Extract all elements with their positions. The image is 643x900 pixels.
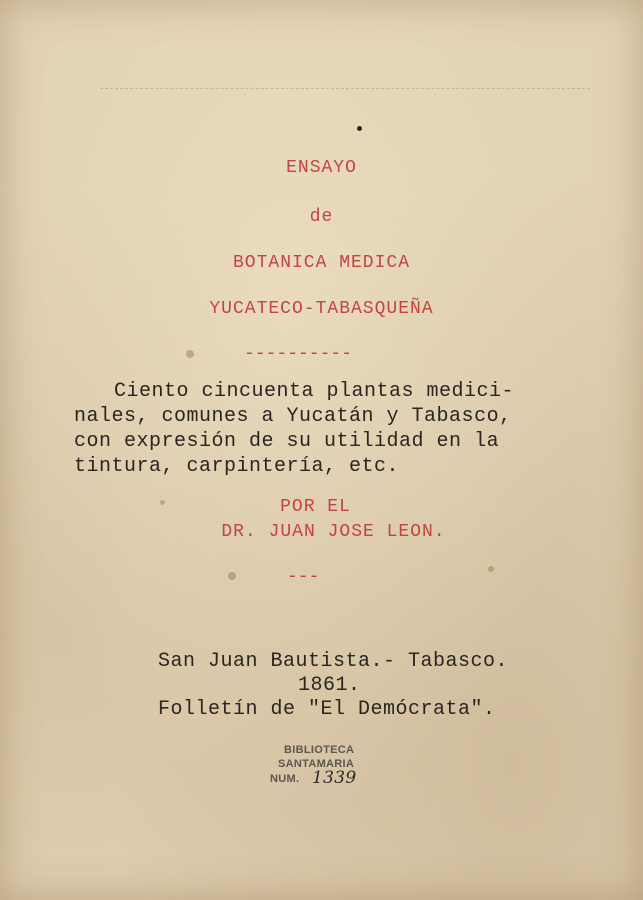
stamp-line-santamaria: SANTAMARIA (278, 758, 355, 770)
description-line-1: Ciento cincuenta plantas medici- (114, 380, 515, 403)
stain-spot (186, 350, 194, 358)
library-stamp (268, 742, 378, 790)
title-de: de (309, 207, 334, 227)
separator-long: ---------- (244, 344, 353, 364)
imprint-publication: Folletín de "El Demócrata". (158, 698, 496, 721)
stamp-num-label: NUM. (270, 773, 300, 785)
stamp-line-biblioteca: BIBLIOTECA (284, 744, 355, 756)
author-name: DR. JUAN JOSE LEON. (221, 522, 446, 542)
faint-top-rule (100, 88, 590, 89)
description-line-2: nales, comunes a Yucatán y Tabasco, (74, 405, 512, 428)
title-ensayo: ENSAYO (286, 158, 357, 178)
description-line-3: con expresión de su utilidad en la (74, 430, 500, 453)
title-botanica-medica: BOTANICA MEDICA (232, 253, 411, 273)
title-yucateco-tabasquena: YUCATECO-TABASQUEÑA (209, 299, 434, 319)
imprint-year: 1861. (298, 674, 361, 697)
ink-spot (357, 126, 362, 131)
stain-spot (228, 572, 236, 580)
imprint-place: San Juan Bautista.- Tabasco. (158, 650, 509, 673)
stamp-num-value: 1339 (312, 768, 357, 788)
author-prefix: POR EL (280, 497, 351, 517)
description-line-4: tintura, carpintería, etc. (74, 455, 400, 478)
stain-spot (488, 566, 494, 572)
separator-short: --- (287, 567, 320, 587)
